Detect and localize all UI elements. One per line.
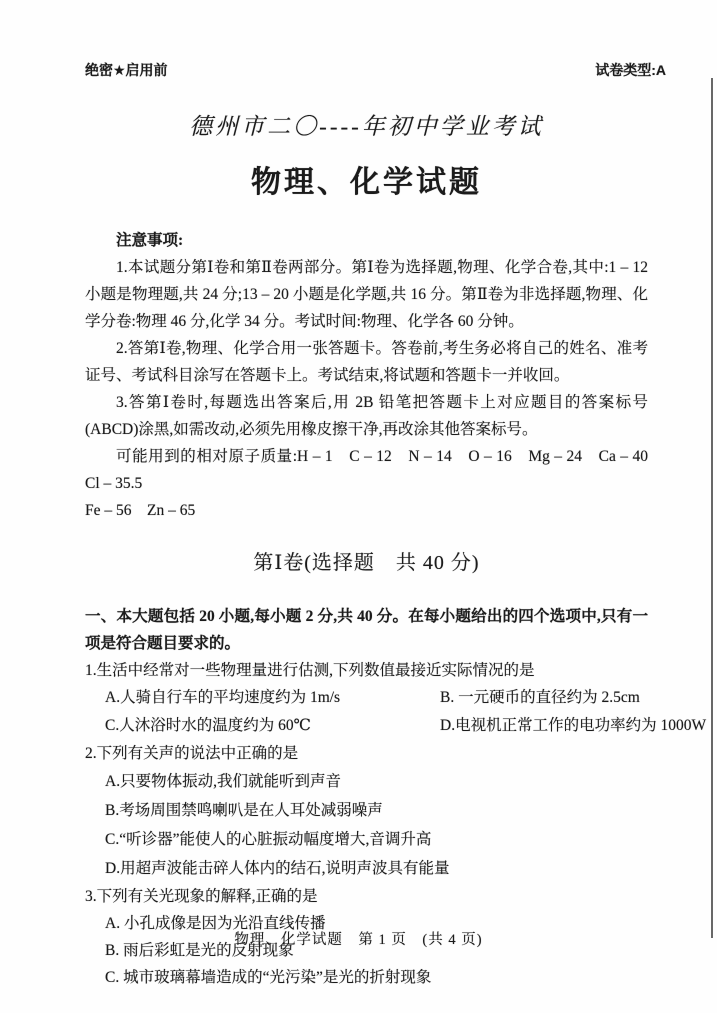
question-1-option-d: D.电视机正常工作的电功率约为 1000W: [440, 717, 707, 734]
question-2-option-c: C.“听诊器”能使人的心脏振动幅度增大,音调升高: [105, 831, 432, 848]
notice-item-1: 1.本试题分第Ⅰ卷和第Ⅱ卷两部分。第Ⅰ卷为选择题,物理、化学合卷,其中:1 – 12 小题是物理题,共 24 分;13 – 20 小题是化学题,共 16 分。第Ⅱ卷为非选择题,物理、化学分卷:物理 46 分,化学 34 分。考试时间:物理、化学各 60 分钟。: [85, 259, 648, 330]
question-1-options: [85, 684, 707, 740]
question-2-option-b: B.考场周围禁鸣喇叭是在人耳处减弱噪声: [105, 802, 383, 819]
question-3-option-a: A. 小孔成像是因为光沿直线传播: [105, 915, 326, 932]
section-1-intro: 一、本大题包括 20 小题,每小题 2 分,共 40 分。在每小题给出的四个选项中,只有一项是符合题目要求的。: [85, 608, 648, 652]
page-footer: 物理、化学试题 第 1 页 (共 4 页): [234, 932, 483, 948]
atomic-masses-line2: Fe – 56 Zn – 65: [85, 502, 196, 519]
notice-heading: 注意事项:: [116, 232, 184, 249]
question-1: [85, 657, 707, 740]
question-1-option-b: B. 一元硬币的直径约为 2.5cm: [440, 689, 640, 706]
question-1-option-a: A.人骑自行车的平均速度约为 1m/s: [105, 689, 341, 706]
section-1-title: 第Ⅰ卷(选择题 共 40 分): [253, 552, 480, 574]
scan-edge-line: [711, 78, 713, 938]
question-3-options: [85, 910, 648, 991]
question-3-option-b: B. 雨后彩虹是光的反射现象: [105, 942, 294, 959]
question-1-option-c: C.人沐浴时水的温度约为 60℃: [105, 717, 311, 734]
atomic-masses-line1: 可能用到的相对原子质量:H – 1 C – 12 N – 14 O – 16 Mg – 24 Ca – 40 Cl – 35.5: [85, 448, 664, 492]
page-header: [85, 60, 666, 80]
page-content: [85, 60, 707, 991]
notice-item-3: 3.答第Ⅰ卷时,每题选出答案后,用 2B 铅笔把答题卡上对应题目的答案标号(ABCD)涂黑,如需改动,必须先用橡皮擦干净,再改涂其他答案标号。: [85, 394, 648, 438]
question-2-options: [85, 767, 648, 883]
question-3-stem: 3.下列有关光现象的解释,正确的是: [85, 888, 318, 905]
security-label: 绝密★启用前: [85, 62, 168, 78]
question-2-option-a: A.只要物体振动,我们就能听到声音: [105, 773, 341, 790]
question-3-option-c: C. 城市玻璃幕墙造成的“光污染”是光的折射现象: [105, 969, 432, 986]
notice-item-2: 2.答第Ⅰ卷,物理、化学合用一张答题卡。答卷前,考生务必将自己的姓名、准考证号、考试科目涂写在答题卡上。考试结束,将试题和答题卡一并收回。: [85, 340, 648, 384]
question-1-stem: 1.生活中经常对一些物理量进行估测,下列数值最接近实际情况的是: [85, 662, 535, 679]
question-2: [85, 740, 648, 883]
question-2-option-d: D.用超声波能击碎人体内的结石,说明声波具有能量: [105, 860, 450, 877]
exam-title: 德州市二〇----年初中学业考试: [189, 114, 544, 139]
subject-title: 物理、化学试题: [251, 166, 482, 199]
paper-type-label: 试卷类型:A: [595, 62, 666, 78]
question-2-stem: 2.下列有关声的说法中正确的是: [85, 745, 299, 762]
